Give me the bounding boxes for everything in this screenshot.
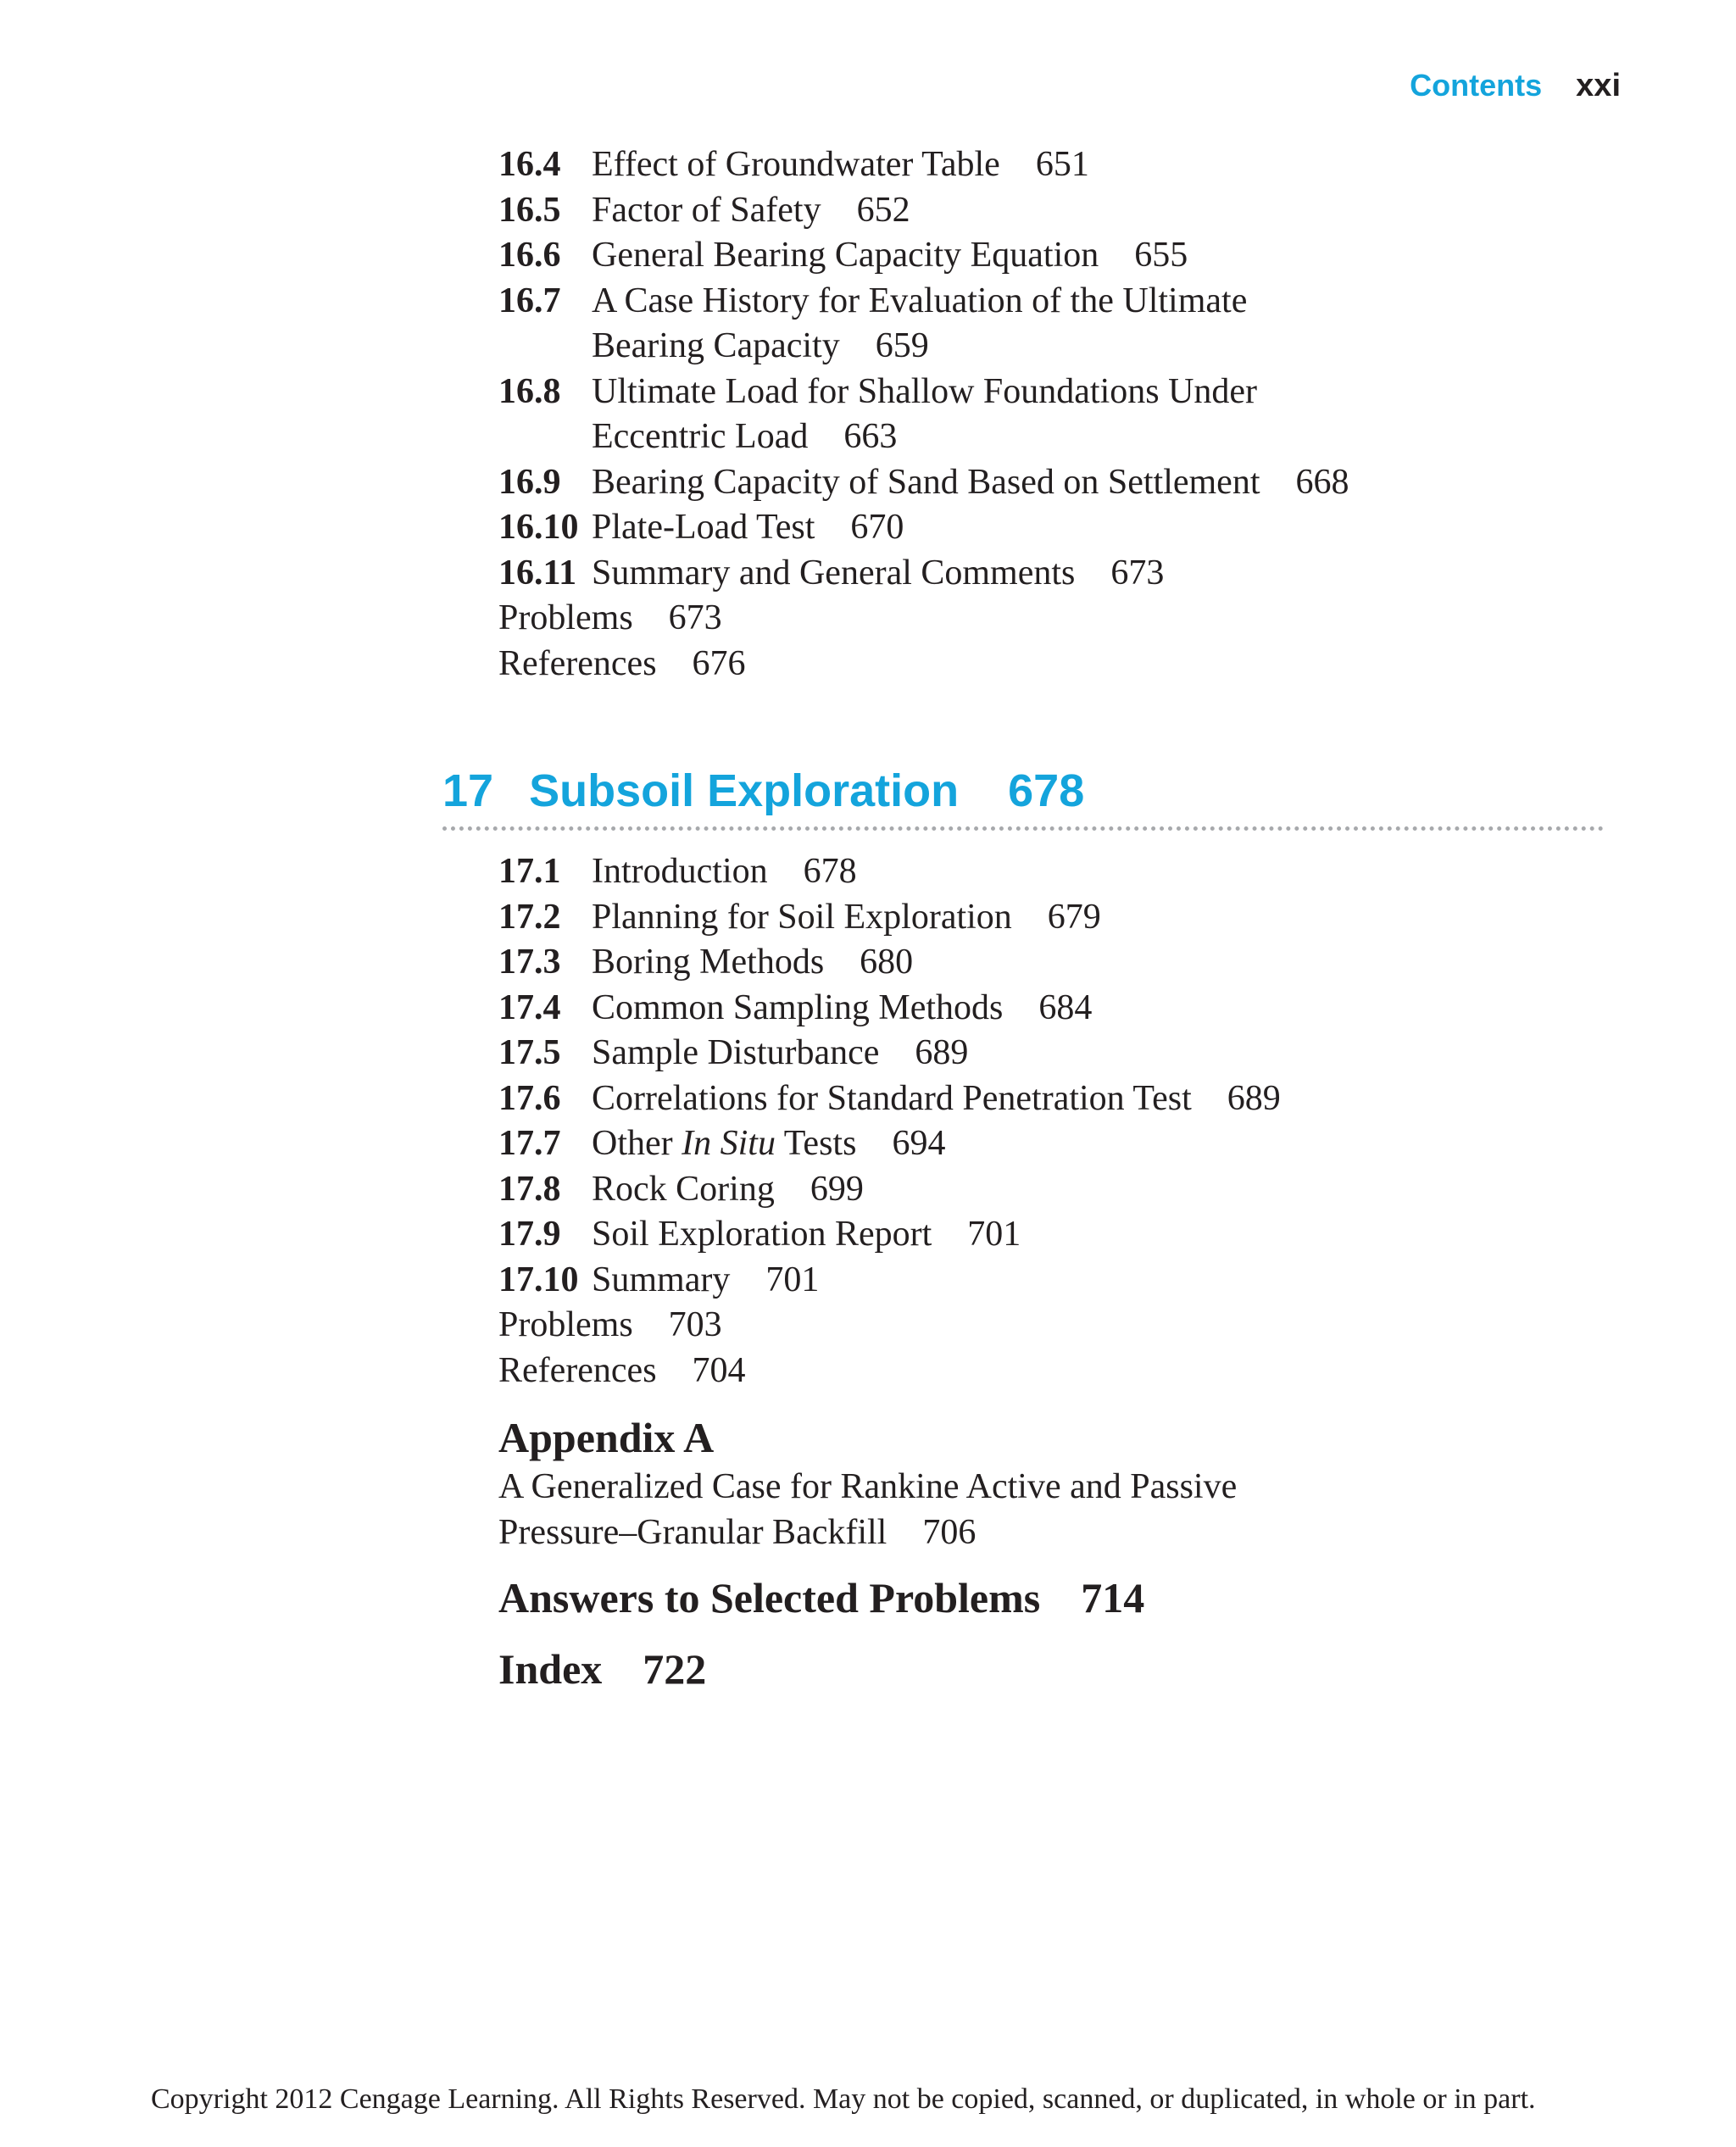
section-number: 16.5 xyxy=(498,190,561,230)
index-page: 722 xyxy=(643,1645,707,1693)
section-page: 694 xyxy=(892,1124,946,1163)
toc-entry[interactable] xyxy=(498,188,1600,234)
back-matter xyxy=(498,1410,1600,1696)
toc-entry[interactable] xyxy=(498,1121,1600,1167)
toc-entry-answers[interactable] xyxy=(498,1571,1600,1625)
section-title: Rock Coring xyxy=(592,1169,775,1209)
section-title: Planning for Soil Exploration xyxy=(592,897,1012,937)
toc-entry[interactable] xyxy=(498,370,1600,460)
entry-label: Problems xyxy=(498,1305,633,1344)
toc-entry-references[interactable] xyxy=(498,1349,1600,1394)
section-title: Summary and General Comments xyxy=(592,553,1076,592)
copyright-footer: Copyright 2012 Cengage Learning. All Rights Reserved. May not be copied, scanned, or duplicated, in whole or in part. xyxy=(151,2083,1536,2115)
section-number: 17.3 xyxy=(498,943,561,982)
answers-page: 714 xyxy=(1081,1574,1145,1621)
toc-entry[interactable] xyxy=(498,233,1600,279)
section-number: 17.8 xyxy=(498,1169,561,1209)
toc-entry[interactable] xyxy=(498,1076,1600,1122)
section-page: 678 xyxy=(803,852,857,891)
section-title: Introduction xyxy=(592,852,768,891)
chapter-page: 678 xyxy=(1008,765,1085,816)
section-number: 17.6 xyxy=(498,1078,561,1118)
section-title-line: Ultimate Load for Shallow Foundations Under xyxy=(592,371,1258,411)
appendix-page: 706 xyxy=(922,1512,976,1552)
section-title: Plate-Load Test xyxy=(592,508,815,547)
section-title-italic: In Situ xyxy=(682,1124,776,1163)
section-page: 680 xyxy=(860,943,914,982)
running-head-section: Contents xyxy=(1410,68,1543,103)
toc-entry-problems[interactable] xyxy=(498,596,1600,642)
toc-entry[interactable] xyxy=(498,460,1600,506)
toc-entry[interactable] xyxy=(498,142,1600,188)
chapter16-toc xyxy=(498,142,1600,687)
section-number: 16.9 xyxy=(498,462,561,502)
section-title-pre: Other xyxy=(592,1124,682,1163)
toc-entry[interactable] xyxy=(498,986,1600,1032)
section-title: Boring Methods xyxy=(592,943,825,982)
section-title-line: A Case History for Evaluation of the Ultimate xyxy=(592,281,1248,320)
section-number: 17.4 xyxy=(498,987,561,1027)
toc-entry[interactable] xyxy=(498,505,1600,551)
section-page: 689 xyxy=(1227,1078,1281,1118)
chapter-heading[interactable] xyxy=(442,765,1084,817)
entry-page: 673 xyxy=(668,598,722,637)
appendix-line-1: A Generalized Case for Rankine Active and Passive xyxy=(498,1467,1238,1506)
chapter-title: Subsoil Exploration xyxy=(529,765,960,816)
section-page: 684 xyxy=(1038,987,1093,1027)
toc-entry[interactable] xyxy=(498,279,1600,370)
section-title-line: Eccentric Load xyxy=(592,417,809,456)
appendix-title[interactable]: Appendix A xyxy=(498,1414,715,1461)
section-page: 668 xyxy=(1295,462,1349,502)
section-page: 651 xyxy=(1035,145,1089,184)
section-page: 699 xyxy=(810,1169,864,1209)
answers-label: Answers to Selected Problems xyxy=(498,1574,1041,1621)
chapter-dotted-rule xyxy=(442,826,1604,831)
section-title: Soil Exploration Report xyxy=(592,1215,932,1254)
section-title: Common Sampling Methods xyxy=(592,987,1004,1027)
section-number: 17.7 xyxy=(498,1124,561,1163)
toc-entry[interactable] xyxy=(498,849,1600,895)
section-number: 16.11 xyxy=(498,553,577,592)
section-title-line: Bearing Capacity xyxy=(592,326,840,365)
section-title: Bearing Capacity of Sand Based on Settlement xyxy=(592,462,1260,502)
toc-entry[interactable] xyxy=(498,1031,1600,1076)
section-number: 17.2 xyxy=(498,897,561,937)
entry-label: Problems xyxy=(498,598,633,637)
section-page: 670 xyxy=(850,508,904,547)
toc-entry[interactable] xyxy=(498,940,1600,986)
chapter-number: 17 xyxy=(442,765,494,816)
page-number: xxi xyxy=(1576,68,1621,103)
toc-entry-references[interactable] xyxy=(498,642,1600,687)
section-page: 701 xyxy=(765,1260,820,1299)
section-page: 689 xyxy=(915,1033,969,1072)
section-page: 659 xyxy=(875,326,929,365)
section-title-post: Tests xyxy=(775,1124,857,1163)
toc-entry[interactable] xyxy=(498,1167,1600,1213)
index-label: Index xyxy=(498,1645,603,1693)
entry-label: References xyxy=(498,643,657,683)
chapter17-toc xyxy=(498,849,1600,1393)
section-page: 652 xyxy=(856,190,910,230)
section-title: Correlations for Standard Penetration Test xyxy=(592,1078,1192,1118)
section-page: 701 xyxy=(967,1215,1021,1254)
section-number: 16.6 xyxy=(498,236,561,275)
section-number: 16.10 xyxy=(498,508,579,547)
section-title: Factor of Safety xyxy=(592,190,821,230)
section-number: 17.9 xyxy=(498,1215,561,1254)
section-number: 17.10 xyxy=(498,1260,579,1299)
entry-page: 703 xyxy=(668,1305,722,1344)
section-title: Sample Disturbance xyxy=(592,1033,880,1072)
section-title: Effect of Groundwater Table xyxy=(592,145,1000,184)
toc-entry[interactable] xyxy=(498,1258,1600,1304)
toc-entry-problems[interactable] xyxy=(498,1303,1600,1349)
section-title: Summary xyxy=(592,1260,731,1299)
section-title: General Bearing Capacity Equation xyxy=(592,236,1099,275)
entry-label: References xyxy=(498,1350,657,1390)
toc-entry[interactable] xyxy=(498,1212,1600,1258)
section-page: 663 xyxy=(843,417,898,456)
toc-entry[interactable] xyxy=(498,551,1600,597)
toc-entry[interactable] xyxy=(498,895,1600,941)
section-number: 16.8 xyxy=(498,371,561,411)
toc-entry-index[interactable] xyxy=(498,1642,1600,1696)
section-page: 655 xyxy=(1134,236,1188,275)
appendix-line-2 xyxy=(498,1510,1600,1556)
appendix-line-2-text: Pressure–Granular Backfill xyxy=(498,1512,887,1552)
section-number: 16.7 xyxy=(498,281,561,320)
section-number: 17.1 xyxy=(498,852,561,891)
section-number: 17.5 xyxy=(498,1033,561,1072)
section-number: 16.4 xyxy=(498,145,561,184)
entry-page: 676 xyxy=(692,643,746,683)
section-page: 673 xyxy=(1110,553,1165,592)
entry-page: 704 xyxy=(692,1350,746,1390)
running-head xyxy=(1410,68,1621,104)
section-page: 679 xyxy=(1047,897,1101,937)
